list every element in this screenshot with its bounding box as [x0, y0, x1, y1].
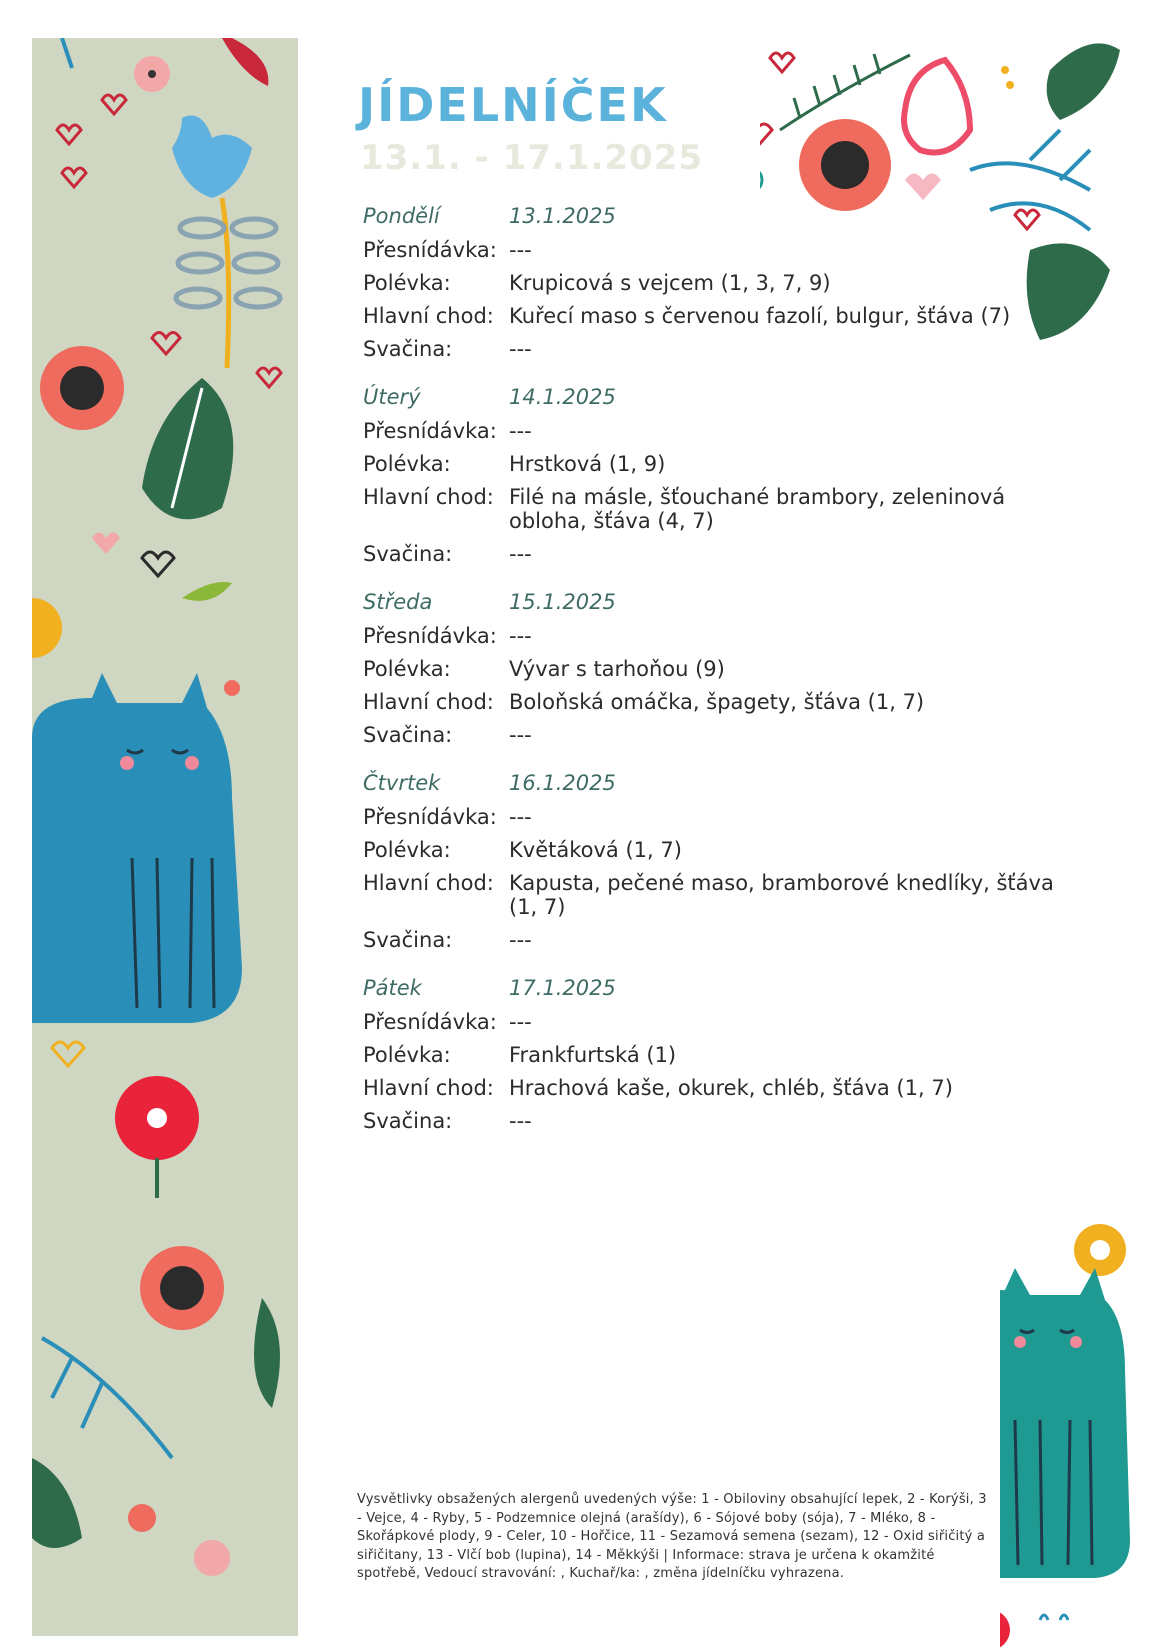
day-date: 15.1.2025: [509, 590, 616, 614]
meal-label: Svačina:: [363, 928, 453, 952]
floral-strip-illustration: [32, 38, 298, 1636]
meal-label: Hlavní chod:: [363, 690, 494, 714]
day-block: [363, 771, 1083, 952]
meal-label: Polévka:: [363, 1043, 451, 1067]
menu-row-main: [363, 690, 1083, 714]
meal-value: Kapusta, pečené maso, bramborové knedlíky, šťáva (1, 7): [509, 871, 1054, 919]
meal-label: Hlavní chod:: [363, 485, 494, 509]
meal-value: ---: [509, 723, 532, 747]
meal-label: Přesnídávka:: [363, 624, 497, 648]
meal-value: Kuřecí maso s červenou fazolí, bulgur, šťáva (7): [509, 304, 1011, 328]
meal-label: Přesnídávka:: [363, 1010, 497, 1034]
menu-row-main: [363, 871, 1083, 919]
meal-label: Polévka:: [363, 271, 451, 295]
menu-row-snack-afternoon: [363, 337, 1083, 361]
meal-label: Polévka:: [363, 657, 451, 681]
menu-row-snack-afternoon: [363, 1109, 1083, 1133]
day-name: Čtvrtek: [363, 771, 441, 795]
meal-label: Hlavní chod:: [363, 871, 494, 895]
menu-row-snack-morning: [363, 419, 1083, 443]
menu-list: [363, 204, 1083, 1157]
meal-value: Květáková (1, 7): [509, 838, 682, 862]
menu-row-soup: [363, 271, 1083, 295]
menu-row-soup: [363, 657, 1083, 681]
meal-value: Frankfurtská (1): [509, 1043, 677, 1067]
day-block: [363, 204, 1083, 361]
menu-row-soup: [363, 452, 1083, 476]
day-name: Pondělí: [363, 204, 440, 228]
day-name: Pátek: [363, 976, 422, 1000]
day-date: 17.1.2025: [509, 976, 616, 1000]
meal-label: Přesnídávka:: [363, 805, 497, 829]
meal-label: Přesnídávka:: [363, 238, 497, 262]
day-heading: [363, 976, 1083, 1000]
menu-row-snack-morning: [363, 805, 1083, 829]
meal-value: Vývar s tarhoňou (9): [509, 657, 725, 681]
meal-label: Polévka:: [363, 452, 451, 476]
menu-row-snack-afternoon: [363, 723, 1083, 747]
menu-row-snack-afternoon: [363, 928, 1083, 952]
meal-value: ---: [509, 928, 532, 952]
meal-label: Svačina:: [363, 542, 453, 566]
menu-row-snack-morning: [363, 1010, 1083, 1034]
meal-label: Svačina:: [363, 1109, 453, 1133]
meal-value: ---: [509, 542, 532, 566]
meal-value: ---: [509, 419, 532, 443]
meal-value: Filé na másle, šťouchané brambory, zeleninová obloha, šťáva (4, 7): [509, 485, 1006, 533]
meal-value: ---: [509, 1010, 532, 1034]
meal-value: Hrstková (1, 9): [509, 452, 666, 476]
meal-label: Svačina:: [363, 337, 453, 361]
menu-row-snack-morning: [363, 624, 1083, 648]
meal-label: Svačina:: [363, 723, 453, 747]
day-block: [363, 385, 1083, 566]
menu-row-snack-morning: [363, 238, 1083, 262]
menu-row-main: [363, 1076, 1083, 1100]
allergen-legend: Vysvětlivky obsažených alergenů uvedených výše: 1 - Obiloviny obsahující lepek, 2 - Korýši, 3 - Vejce, 4 - Ryby, 5 - Podzemnice olejná (arašídy), 6 - Sójové boby (sója), 7 - Mléko, 8 - Skořápkové plody, 9 - Celer, 10 - Hořčice, 11 - Sezamová semena (sezam), 12 - Oxid siřičitý a siřičitany, 13 - Vlčí bob (lupina), 14 - Měkkýši | Informace: strava je určena k okamžité spotřebě, Vedoucí stravování: , Kuchař/ka: , změna jídelníčku vyhrazena.: [357, 1492, 987, 1581]
page-title: JÍDELNÍČEK: [358, 78, 668, 132]
meal-label: Hlavní chod:: [363, 1076, 494, 1100]
day-date: 13.1.2025: [509, 204, 616, 228]
day-date: 16.1.2025: [509, 771, 616, 795]
day-name: Středa: [363, 590, 433, 614]
menu-row-soup: [363, 1043, 1083, 1067]
meal-value: ---: [509, 805, 532, 829]
meal-value: Hrachová kaše, okurek, chléb, šťáva (1, 7): [509, 1076, 953, 1100]
meal-value: Krupicová s vejcem (1, 3, 7, 9): [509, 271, 831, 295]
meal-value: ---: [509, 337, 532, 361]
menu-row-snack-afternoon: [363, 542, 1083, 566]
day-heading: [363, 771, 1083, 795]
meal-value: Boloňská omáčka, špagety, šťáva (1, 7): [509, 690, 925, 714]
day-name: Úterý: [363, 385, 421, 409]
meal-value: ---: [509, 624, 532, 648]
day-block: [363, 590, 1083, 747]
meal-label: Přesnídávka:: [363, 419, 497, 443]
day-heading: [363, 590, 1083, 614]
menu-row-main: [363, 485, 1083, 533]
day-heading: [363, 385, 1083, 409]
menu-row-soup: [363, 838, 1083, 862]
date-range: 13.1. - 17.1.2025: [360, 138, 704, 178]
menu-row-main: [363, 304, 1083, 328]
meal-value: ---: [509, 238, 532, 262]
day-block: [363, 976, 1083, 1133]
meal-label: Polévka:: [363, 838, 451, 862]
day-date: 14.1.2025: [509, 385, 616, 409]
day-heading: [363, 204, 1083, 228]
meal-value: ---: [509, 1109, 532, 1133]
meal-label: Hlavní chod:: [363, 304, 494, 328]
cat-corner-illustration: [1000, 1220, 1170, 1649]
